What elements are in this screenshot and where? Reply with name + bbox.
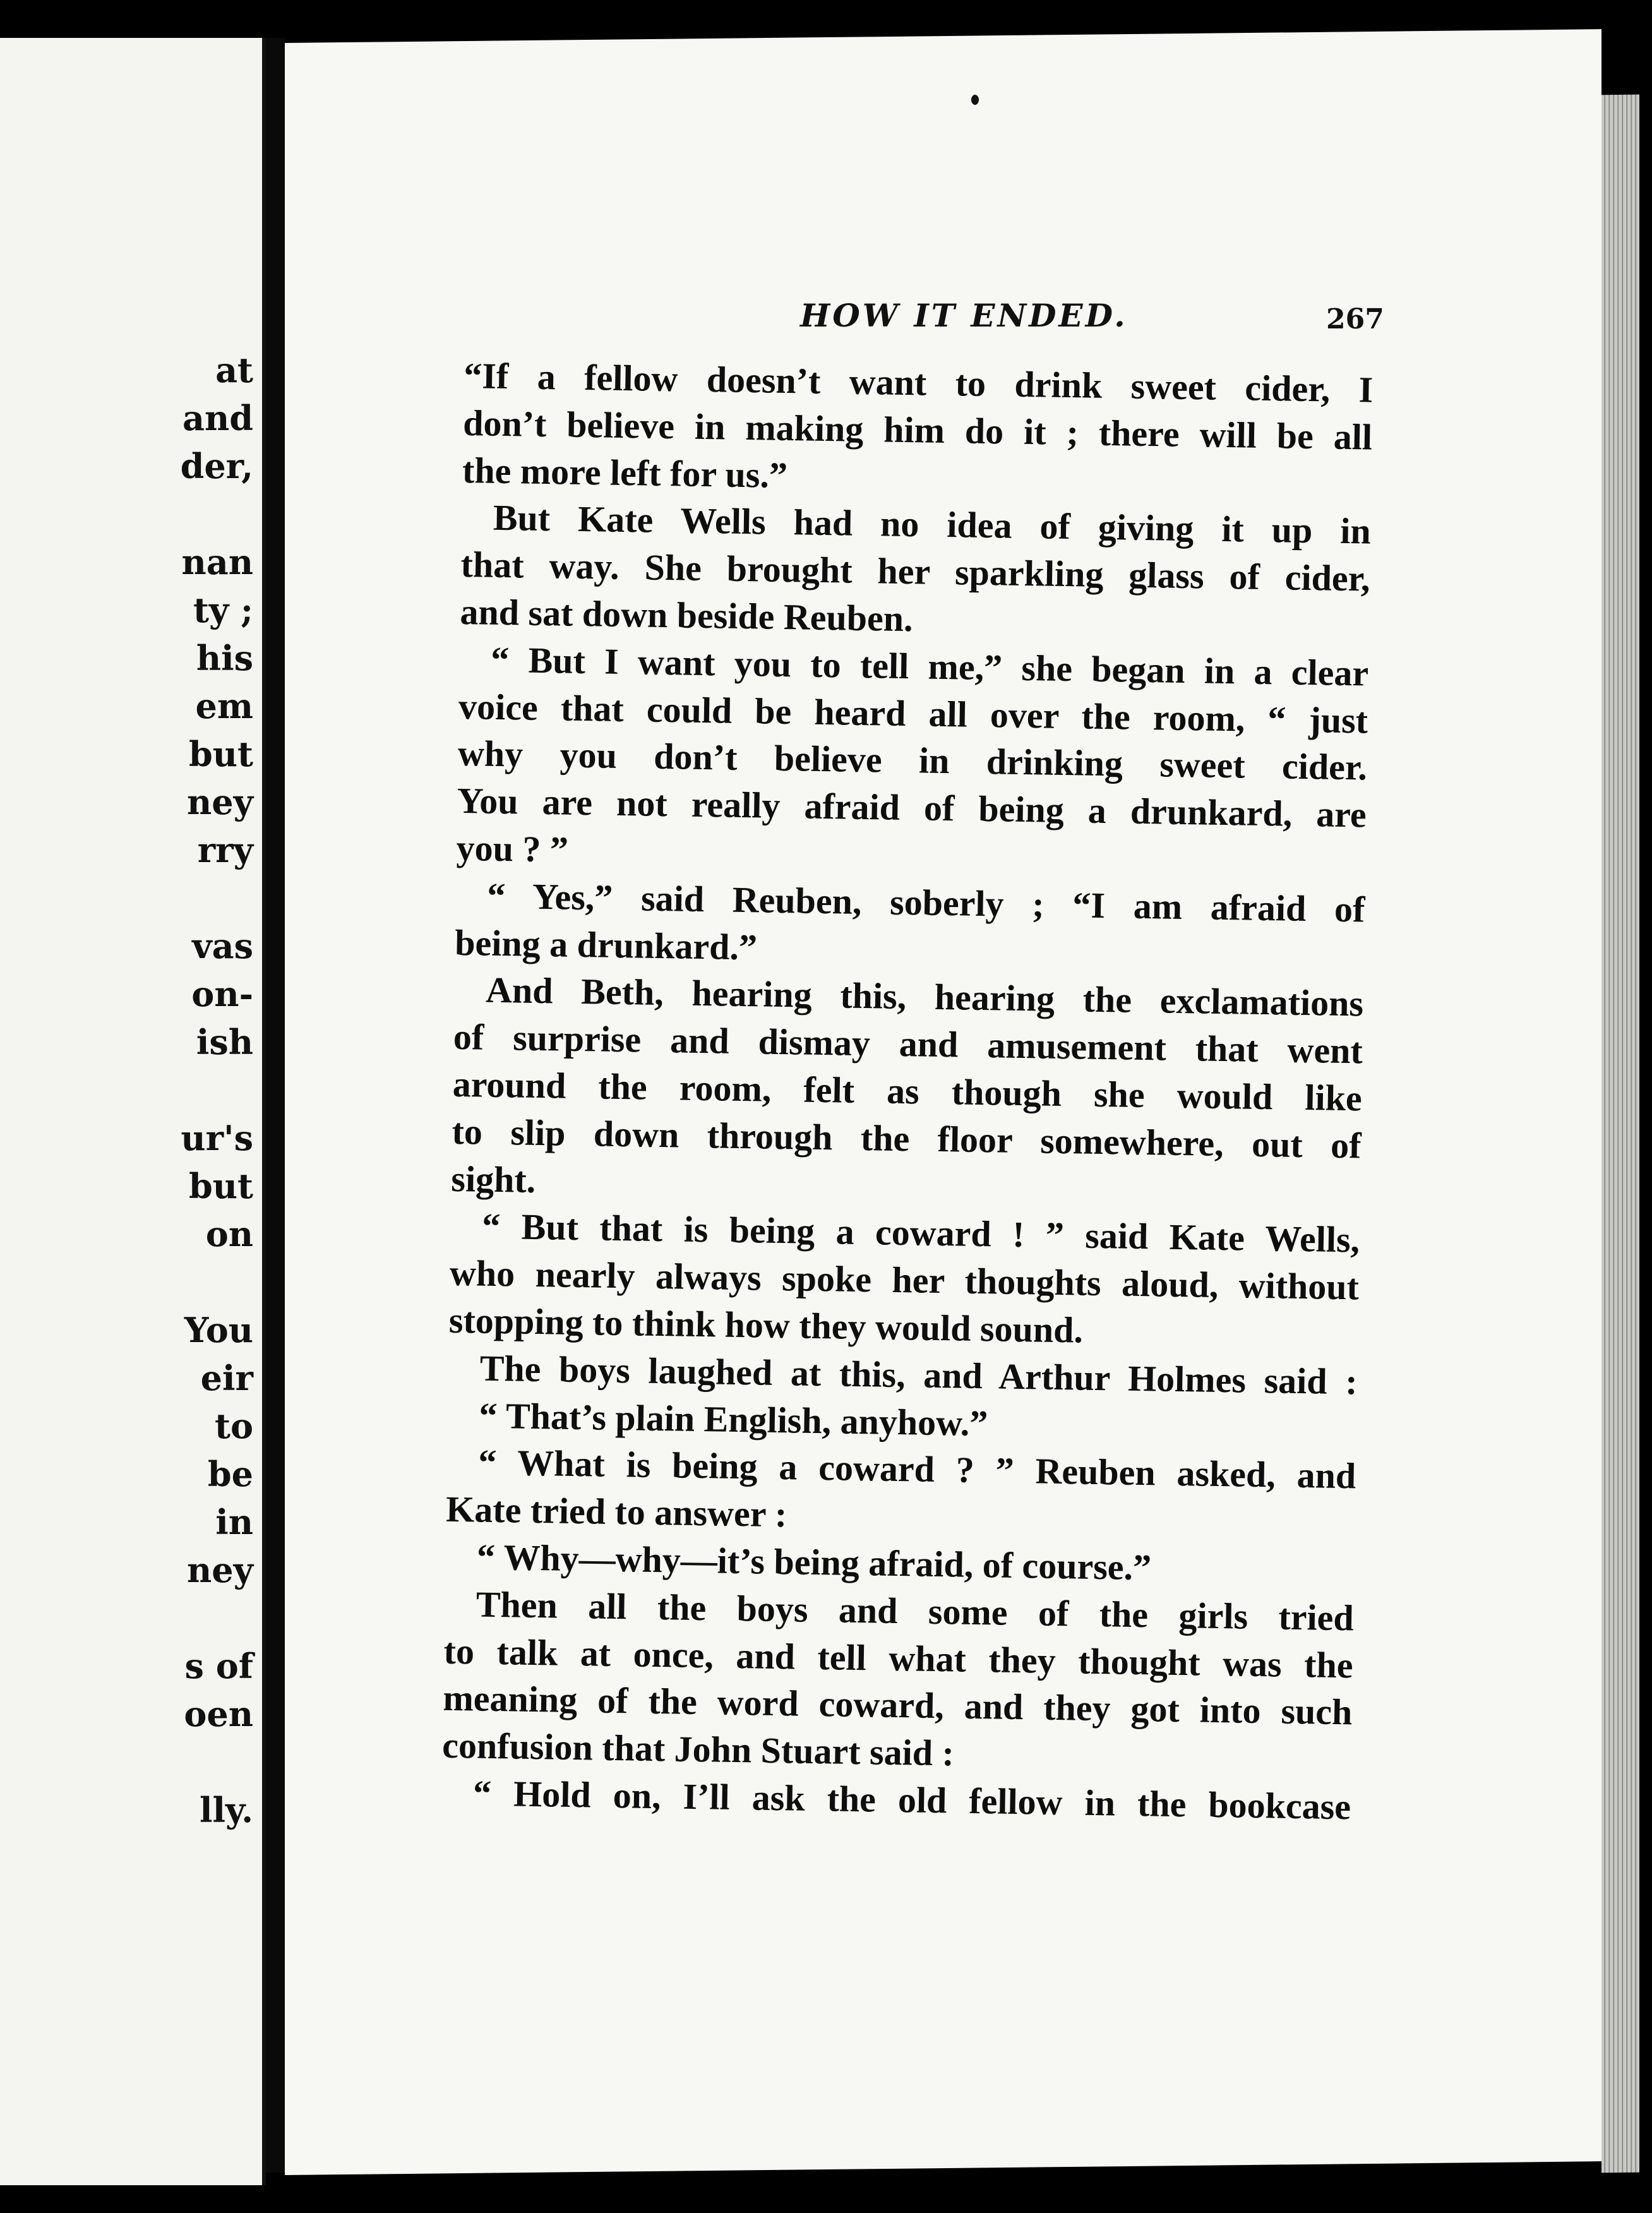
fragment-line: ur's: [181, 1118, 253, 1158]
text-line: “ Hold on, I’ll ask the old fellow in the bookcase: [472, 1772, 1351, 1828]
text-line: meaning of the word coward, and they got into such: [443, 1677, 1353, 1733]
fragment-line: [127, 1594, 253, 1642]
fragment-line: oen: [184, 1694, 253, 1734]
text-line: The boys laughed at this, and Arthur Holmes said :: [479, 1347, 1358, 1403]
text-line: And Beth, hearing this, hearing the exclamations: [485, 969, 1364, 1024]
text-line: But Kate Wells had no idea of giving it up in: [493, 497, 1372, 552]
text-line: and sat down beside Reuben.: [460, 591, 914, 640]
body-text: [441, 352, 1374, 1831]
text-line: confusion that John Stuart said :: [441, 1724, 955, 1774]
book-gutter: [266, 38, 285, 2173]
fragment-line: [127, 874, 253, 922]
fragment-line: on: [205, 1214, 253, 1254]
fragment-line: on-: [191, 974, 253, 1014]
fragment-line: and: [182, 398, 253, 438]
fragment-line: [127, 1258, 253, 1306]
fragment-line: You: [184, 1310, 253, 1350]
ink-speck: [971, 95, 979, 105]
running-head-title: HOW IT ENDED.: [800, 297, 1128, 334]
previous-page-text-fragments: [127, 346, 253, 1834]
text-line: why you don’t believe in drinking sweet cider.: [457, 733, 1368, 788]
text-line: “ Yes,” said Reuben, soberly ; “I am afraid of: [486, 875, 1365, 930]
text-line: around the room, felt as though she would like: [452, 1063, 1363, 1119]
text-line: “ That’s plain English, anyhow.”: [479, 1394, 988, 1444]
fragment-line: lly.: [199, 1790, 253, 1830]
text-line: of surprise and dismay and amusement that went: [453, 1016, 1363, 1072]
text-line: “ Why—why—it’s being afraid, of course.”: [476, 1536, 1152, 1588]
text-line: you ? ”: [456, 827, 569, 870]
text-line: that way. She brought her sparkling glass of cider,: [460, 544, 1371, 599]
fragment-line: ney: [187, 1550, 253, 1590]
text-line: “If a fellow doesn’t want to drink sweet cider, I: [463, 354, 1374, 411]
text-line: “ What is being a coward ? ” Reuben asked, and: [477, 1441, 1356, 1497]
fragment-line: his: [196, 638, 253, 678]
fragment-line: der,: [180, 446, 253, 486]
text-line: sight.: [450, 1158, 536, 1201]
fragment-line: but: [189, 734, 253, 774]
fragment-line: rry: [197, 830, 253, 870]
fragment-line: [127, 1738, 253, 1786]
text-line: voice that could be heard all over the room, “ just: [458, 685, 1368, 741]
fragment-line: em: [195, 686, 253, 726]
fragment-line: [127, 490, 253, 538]
text-line: stopping to think how they would sound.: [448, 1299, 1084, 1351]
page-edges: [1601, 95, 1639, 2173]
text-line: don’t believe in making him do it ; there will be all: [462, 402, 1373, 458]
fragment-line: ty ;: [193, 590, 253, 630]
fragment-line: eir: [200, 1358, 253, 1398]
text-line: who nearly always spoke her thoughts aloud, without: [449, 1252, 1360, 1308]
fragment-line: ish: [196, 1022, 253, 1062]
text-line: Then all the boys and some of the girls tried: [476, 1583, 1355, 1639]
text-line: the more left for us.”: [462, 449, 788, 496]
fragment-line: vas: [192, 926, 253, 966]
fragment-line: [127, 1066, 253, 1114]
fragment-line: but: [189, 1166, 253, 1206]
text-line: to slip down through the floor somewhere, out of: [452, 1110, 1362, 1166]
text-line: “ But that is being a coward ! ” said Kate Wells,: [481, 1205, 1360, 1261]
text-line: You are not really afraid of being a drunkard, are: [457, 780, 1367, 836]
fragment-line: at: [215, 350, 253, 390]
page-number: 267: [1326, 303, 1384, 335]
text-line: Kate tried to answer :: [445, 1488, 787, 1535]
text-line: being a drunkard.”: [454, 921, 758, 968]
fragment-line: in: [215, 1502, 253, 1542]
previous-page: [0, 38, 266, 2185]
fragment-line: nan: [181, 542, 253, 582]
text-line: to talk at once, and tell what they thought was the: [443, 1630, 1354, 1686]
fragment-line: s of: [184, 1646, 253, 1686]
fragment-line: be: [207, 1454, 253, 1494]
fragment-line: to: [215, 1406, 253, 1446]
text-line: “ But I want you to tell me,” she began in a clear: [490, 639, 1369, 694]
fragment-line: ney: [187, 782, 253, 822]
